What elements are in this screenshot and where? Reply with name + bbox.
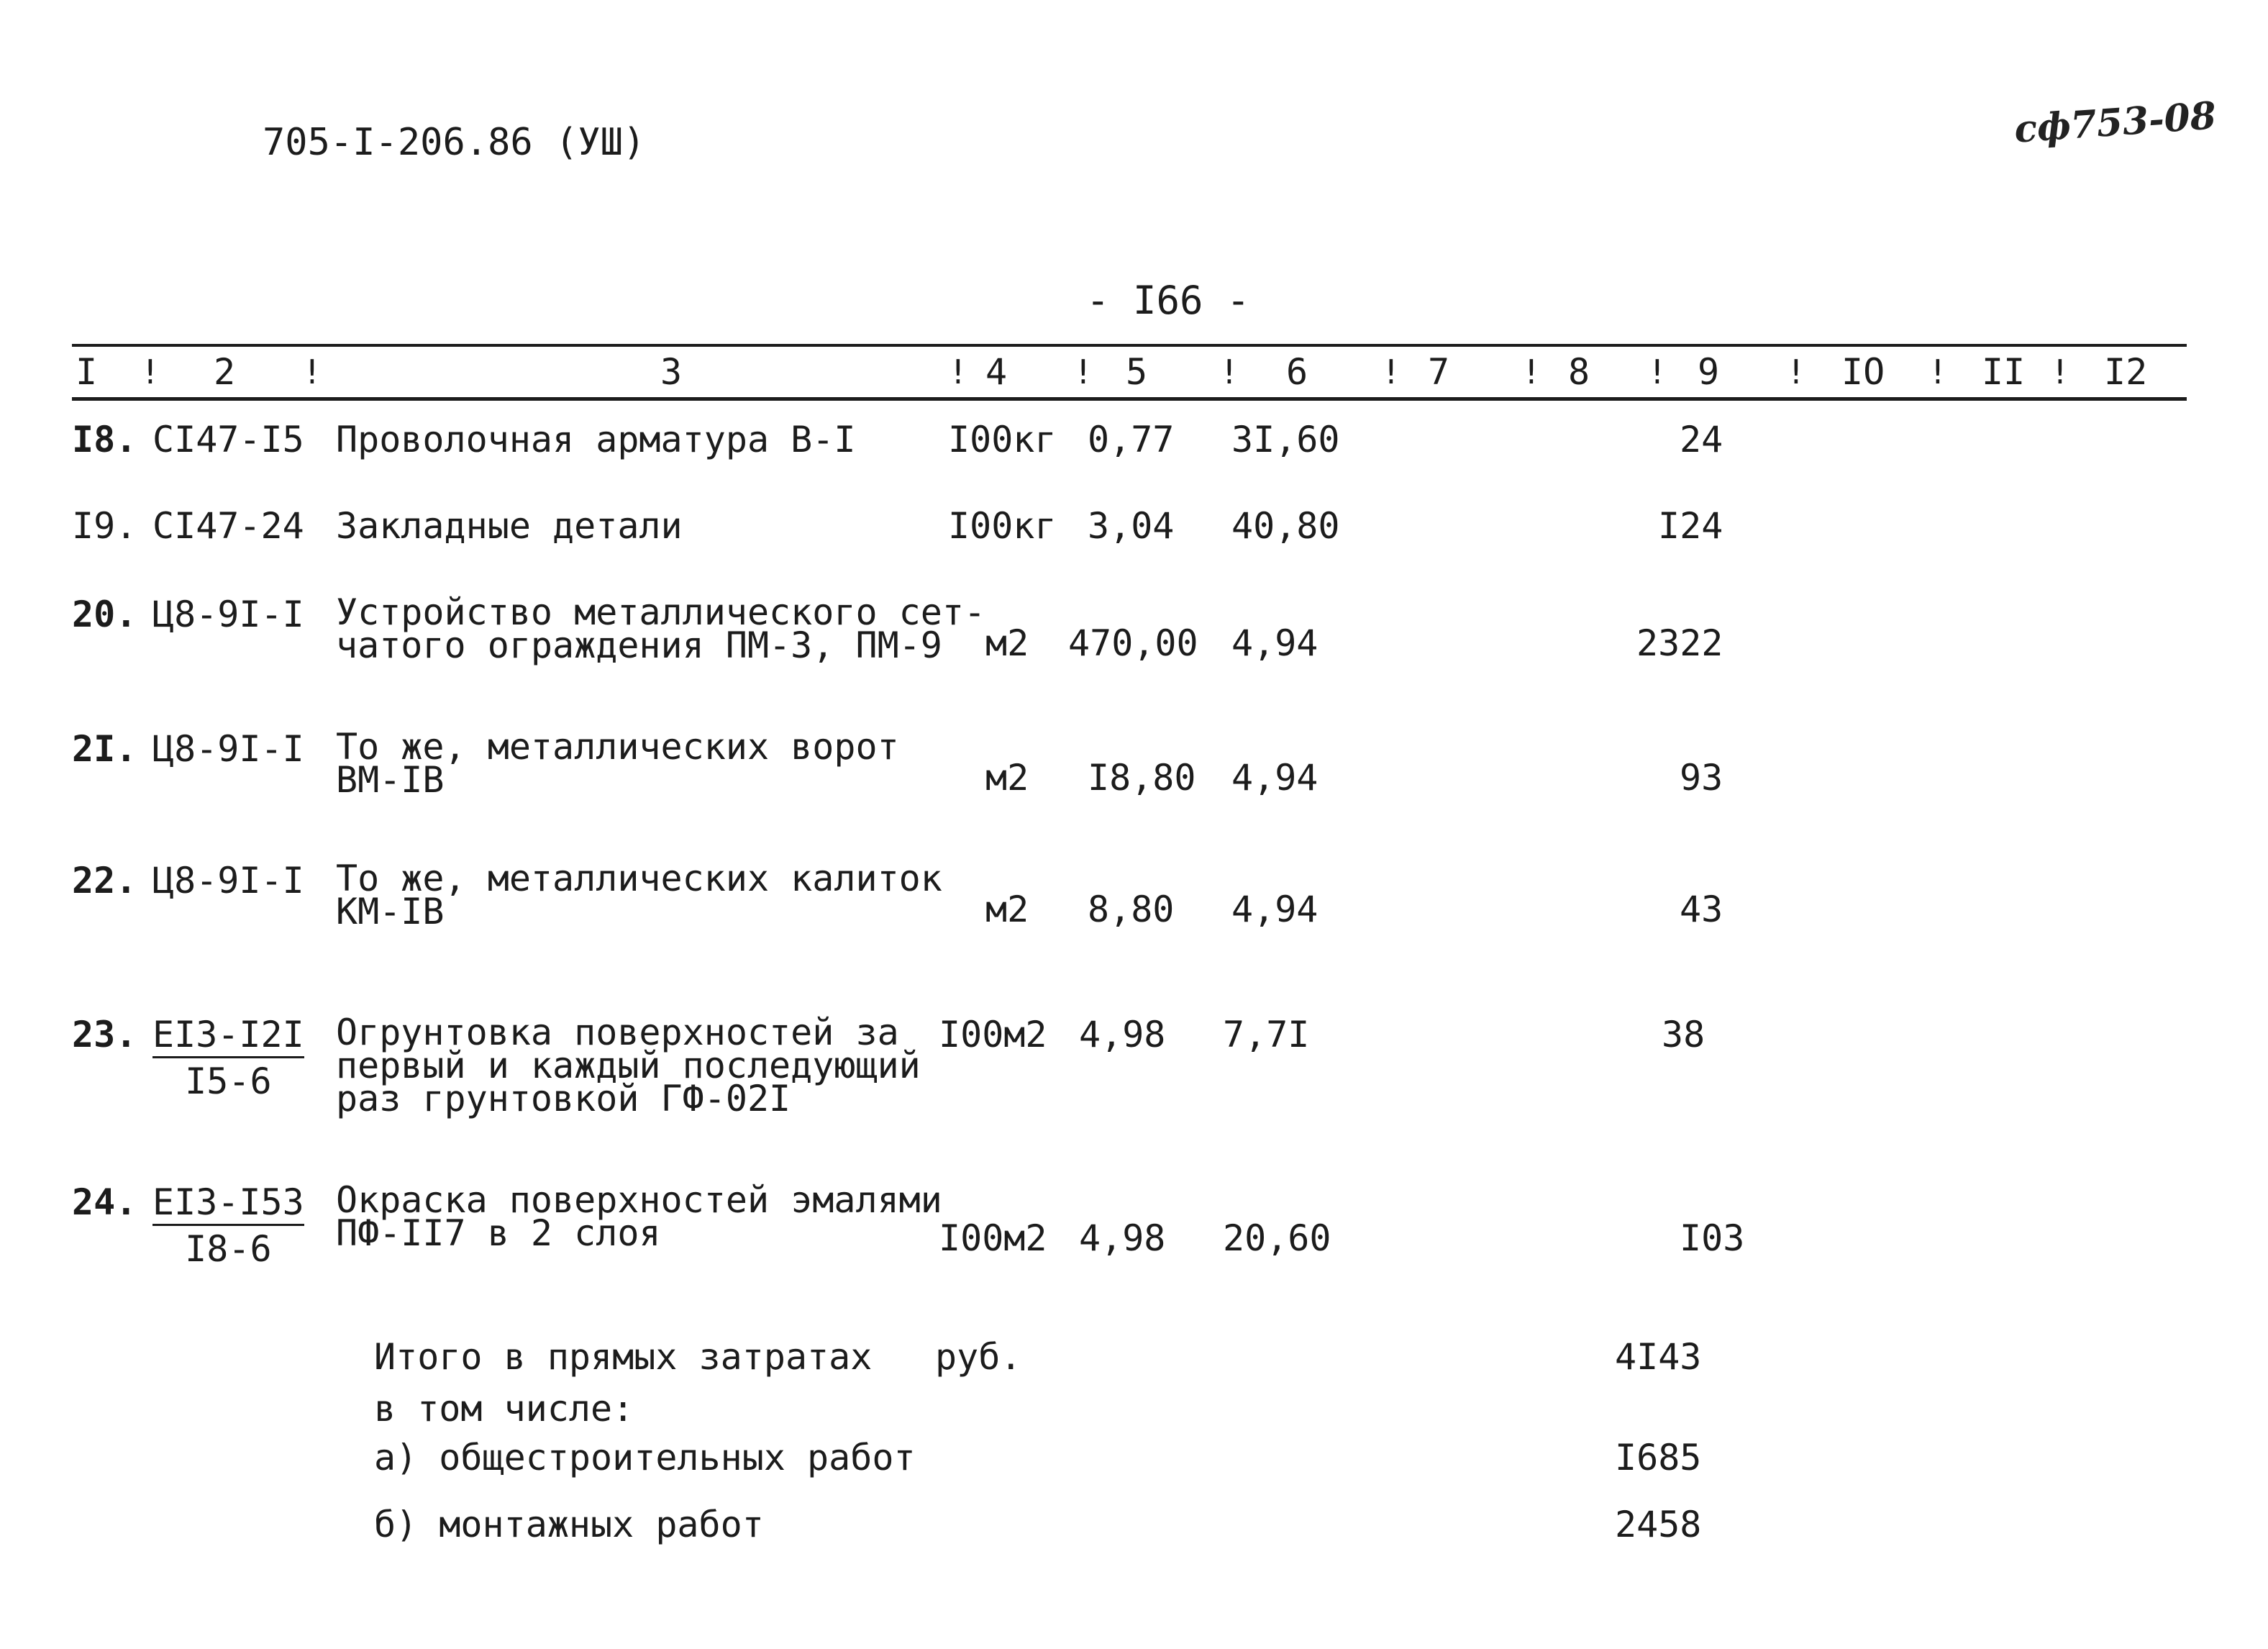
- row-total: 2322: [1636, 622, 1723, 664]
- row-unit: м2: [985, 622, 1029, 664]
- row-code: CI47-24: [152, 505, 304, 547]
- totals-unit: руб.: [935, 1336, 1022, 1378]
- row-number: 24.: [72, 1181, 137, 1223]
- column-separator: !: [1647, 353, 1667, 391]
- table-header-bottom-rule: [72, 397, 2187, 401]
- row-price: 7,7I: [1223, 1014, 1310, 1055]
- row-price: 20,60: [1223, 1217, 1331, 1259]
- column-header-8: 8: [1568, 351, 1590, 393]
- column-header-3: 3: [660, 351, 683, 393]
- row-description: То же, металлических ворот ВМ-IВ: [336, 726, 899, 801]
- column-separator: !: [302, 353, 322, 391]
- column-separator: !: [1073, 353, 1093, 391]
- row-unit: м2: [985, 889, 1029, 930]
- row-price: 4,94: [1231, 757, 1319, 799]
- row-total: 43: [1680, 889, 1723, 930]
- row-unit: I00кг: [948, 419, 1057, 460]
- row-quantity: I8,80: [1088, 757, 1196, 799]
- column-header-4: 4: [985, 351, 1008, 393]
- row-code-numerator: ЕI3-I2I: [152, 1016, 304, 1058]
- column-header-10: IO: [1841, 351, 1885, 393]
- column-header-6: 6: [1286, 351, 1308, 393]
- row-unit: I00кг: [948, 505, 1057, 547]
- row-price: 3I,60: [1231, 419, 1340, 460]
- row-code-fraction: [152, 1181, 304, 1270]
- row-number: I8.: [72, 419, 137, 460]
- row-total: I03: [1680, 1217, 1745, 1259]
- row-unit: I00м2: [939, 1217, 1047, 1259]
- row-total: 93: [1680, 757, 1723, 799]
- row-unit: I00м2: [939, 1014, 1047, 1055]
- column-separator: !: [1928, 353, 1948, 391]
- row-code: CI47-I5: [152, 419, 304, 460]
- row-quantity: 3,04: [1088, 505, 1175, 547]
- row-quantity: 0,77: [1088, 419, 1175, 460]
- column-header-12: I2: [2104, 351, 2148, 393]
- row-quantity: 4,98: [1079, 1014, 1166, 1055]
- row-code: Ц8-9I-I: [152, 728, 304, 770]
- column-separator: !: [1381, 353, 1401, 391]
- row-quantity: 8,80: [1088, 889, 1175, 930]
- handwritten-mark: сф753-08: [2013, 94, 2218, 152]
- row-description: То же, металлических калиток КМ-IВ: [336, 858, 942, 932]
- row-total: 24: [1680, 419, 1723, 460]
- row-description: Огрунтовка поверхностей за первый и каждый последующий раз грунтовкой ГФ-02I: [336, 1012, 921, 1119]
- row-number: I9.: [72, 505, 137, 547]
- row-description: Проволочная арматура В-I: [336, 419, 856, 460]
- totals-mounting-value: 2458: [1615, 1504, 1702, 1545]
- row-code-fraction: [152, 1016, 304, 1100]
- totals-label: Итого в прямых затратах: [374, 1336, 873, 1378]
- row-price: 4,94: [1231, 622, 1319, 664]
- column-separator: !: [140, 353, 160, 391]
- totals-general-value: I685: [1615, 1437, 1702, 1478]
- totals-general-label: а) общестроительных работ: [374, 1437, 916, 1478]
- row-code-denominator: I5-6: [185, 1060, 272, 1102]
- row-code: Ц8-9I-I: [152, 594, 304, 635]
- row-code: Ц8-9I-I: [152, 860, 304, 901]
- row-price: 4,94: [1231, 889, 1319, 930]
- row-description: Окраска поверхностей эмалями ПФ-II7 в 2 слоя: [336, 1179, 942, 1254]
- totals-value: 4I43: [1615, 1336, 1702, 1378]
- row-quantity: 4,98: [1079, 1217, 1166, 1259]
- column-header-2: 2: [214, 351, 236, 393]
- column-separator: !: [1786, 353, 1806, 391]
- document-code: 705-I-206.86 (УШ): [263, 121, 646, 164]
- row-number: 23.: [72, 1014, 137, 1055]
- column-separator: !: [1521, 353, 1541, 391]
- totals-mounting-label: б) монтажных работ: [374, 1504, 764, 1545]
- row-price: 40,80: [1231, 505, 1340, 547]
- column-separator: !: [948, 353, 968, 391]
- row-code-denominator: I8-6: [185, 1228, 272, 1270]
- column-header-9: 9: [1698, 351, 1720, 393]
- row-unit: м2: [985, 757, 1029, 799]
- row-number: 22.: [72, 860, 137, 901]
- totals-including-label: в том числе:: [374, 1388, 634, 1430]
- row-description: Закладные детали: [336, 505, 683, 547]
- page-number: - I66 -: [1086, 278, 1250, 323]
- row-total: I24: [1658, 505, 1723, 547]
- column-header-7: 7: [1428, 351, 1450, 393]
- row-code-numerator: ЕI3-I53: [152, 1184, 304, 1226]
- row-description: Устройство металлического сет- чатого ограждения ПМ-3, ПМ-9: [336, 591, 986, 666]
- column-header-11: II: [1982, 351, 2026, 393]
- column-separator: !: [2050, 353, 2070, 391]
- column-separator: !: [1219, 353, 1239, 391]
- row-total: 38: [1662, 1014, 1705, 1055]
- column-header-1: I: [76, 351, 98, 393]
- row-number: 20.: [72, 594, 137, 635]
- table-header-top-rule: [72, 344, 2187, 347]
- row-number: 2I.: [72, 728, 137, 770]
- row-quantity: 470,00: [1068, 622, 1198, 664]
- column-header-5: 5: [1126, 351, 1148, 393]
